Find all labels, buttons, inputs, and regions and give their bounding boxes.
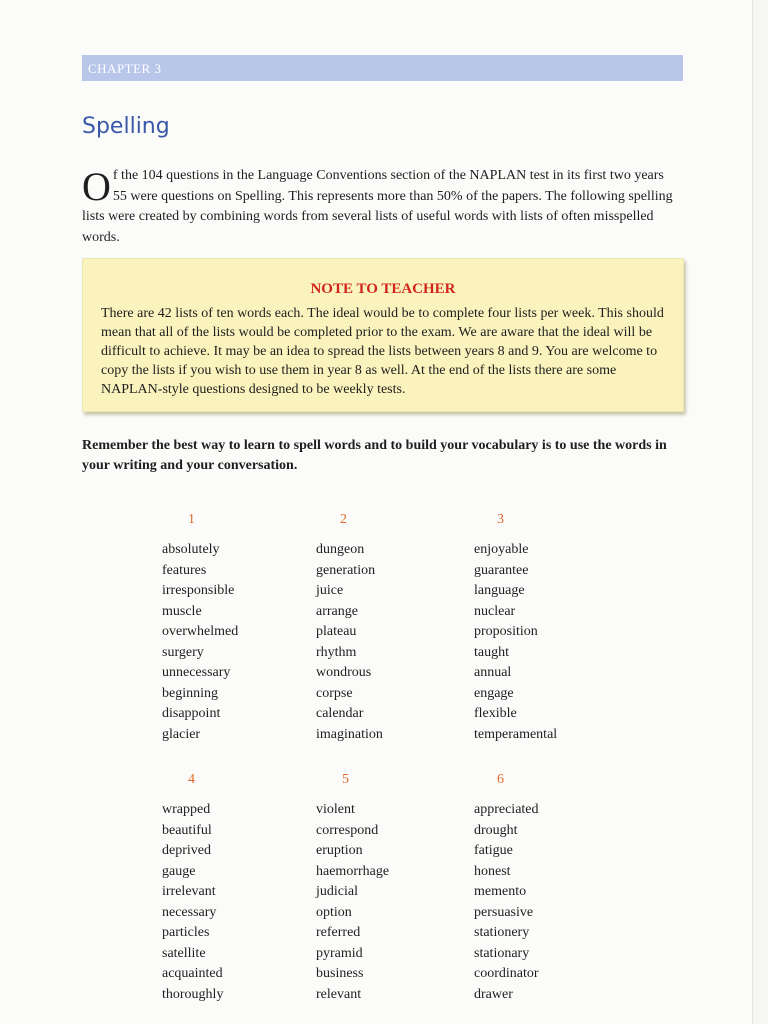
- intro-paragraph: [82, 166, 678, 248]
- list-word: rhythm: [316, 644, 357, 660]
- list-word: imagination: [316, 726, 383, 742]
- intro-text: f the 104 questions in the Language Conventions section of the NAPLAN test in its first two years 55 were questions on Spelling. This represents more than 50% of the papers. The following spelling lists were created by combining words from several lists of useful words with lists of often misspelled words.: [82, 168, 673, 245]
- list-word: pyramid: [316, 945, 363, 961]
- list-word: flexible: [474, 706, 517, 721]
- list-word: generation: [316, 562, 376, 578]
- list-word: enjoyable: [474, 542, 529, 557]
- chapter-banner: [82, 55, 683, 81]
- list-word: guarantee: [474, 562, 529, 578]
- list-word: judicial: [316, 884, 358, 899]
- list-word: fatigue: [474, 843, 513, 858]
- list-word: acquainted: [162, 966, 223, 981]
- list-number: 4: [188, 772, 195, 787]
- list-word: dungeon: [316, 542, 365, 557]
- list-word: juice: [316, 583, 344, 598]
- list-word: beginning: [162, 685, 218, 701]
- list-word: satellite: [162, 945, 206, 961]
- list-word: necessary: [162, 904, 217, 920]
- list-word: surgery: [162, 644, 204, 660]
- list-word: referred: [316, 925, 361, 940]
- list-word: persuasive: [474, 904, 534, 920]
- list-word: irresponsible: [162, 583, 235, 598]
- list-word: disappoint: [162, 706, 221, 721]
- list-word: nuclear: [474, 603, 516, 619]
- list-word: particles: [162, 925, 210, 940]
- list-word: glacier: [162, 726, 201, 742]
- list-word: wrapped: [162, 802, 211, 817]
- spelling-list-5: [316, 772, 389, 1005]
- list-word: drought: [474, 822, 518, 838]
- list-number: 6: [497, 772, 504, 787]
- list-word: overwhelmed: [162, 624, 239, 639]
- list-word: proposition: [474, 624, 538, 639]
- list-word: appreciated: [474, 802, 539, 817]
- list-word: deprived: [162, 843, 211, 858]
- list-number: 3: [497, 512, 504, 527]
- list-word: arrange: [316, 603, 358, 619]
- list-word: memento: [474, 884, 527, 899]
- list-word: annual: [474, 665, 512, 680]
- list-word: stationary: [474, 945, 530, 961]
- spelling-list-6: [474, 772, 539, 1005]
- list-word: plateau: [316, 624, 357, 639]
- drop-cap: O: [82, 164, 111, 209]
- list-word: engage: [474, 685, 514, 701]
- list-word: gauge: [162, 863, 196, 879]
- list-number: 1: [188, 512, 195, 527]
- list-word: relevant: [316, 986, 362, 1002]
- note-title: NOTE TO TEACHER: [310, 281, 456, 297]
- spelling-list-1: [162, 512, 238, 745]
- list-word: coordinator: [474, 966, 539, 981]
- spelling-list-4: [162, 772, 223, 1005]
- list-word: unnecessary: [162, 665, 231, 680]
- list-word: wondrous: [316, 665, 372, 680]
- list-number: 5: [342, 772, 349, 787]
- page-title: Spelling: [82, 114, 170, 139]
- list-word: honest: [474, 863, 511, 879]
- list-word: temperamental: [474, 726, 558, 742]
- list-word: beautiful: [162, 822, 212, 838]
- list-word: taught: [474, 644, 509, 660]
- list-word: calendar: [316, 706, 364, 721]
- list-word: language: [474, 583, 525, 598]
- list-word: corpse: [316, 685, 353, 701]
- spelling-list-3: [474, 512, 557, 745]
- note-to-teacher-box: [82, 258, 684, 412]
- list-word: muscle: [162, 603, 202, 619]
- list-word: option: [316, 904, 352, 920]
- list-word: irrelevant: [162, 884, 216, 899]
- chapter-label: CHAPTER 3: [88, 61, 162, 76]
- list-word: absolutely: [162, 542, 220, 557]
- spelling-list-2: [316, 512, 383, 745]
- list-word: eruption: [316, 843, 363, 858]
- list-word: correspond: [316, 822, 379, 838]
- list-number: 2: [340, 512, 347, 527]
- note-body: There are 42 lists of ten words each. The ideal would be to complete four lists per week. This should mean that all of the lists would be completed prior to the exam. We are aware that the ideal will be difficult to achieve. It may be an idea to spread the lists between years 8 and 9. You are welcome to copy the lists if you wish to use them in year 8 as well. At the end of the lists there are some NAPLAN-style questions designed to be weekly tests.: [101, 306, 664, 397]
- list-word: haemorrhage: [316, 863, 390, 879]
- list-word: business: [316, 966, 364, 981]
- list-word: drawer: [474, 986, 513, 1002]
- list-word: stationery: [474, 925, 530, 940]
- list-word: violent: [316, 802, 355, 817]
- list-word: thoroughly: [162, 986, 224, 1002]
- list-word: features: [162, 562, 207, 578]
- remember-statement: Remember the best way to learn to spell words and to build your vocabulary is to use the words in your writing and your conversation.: [82, 438, 667, 473]
